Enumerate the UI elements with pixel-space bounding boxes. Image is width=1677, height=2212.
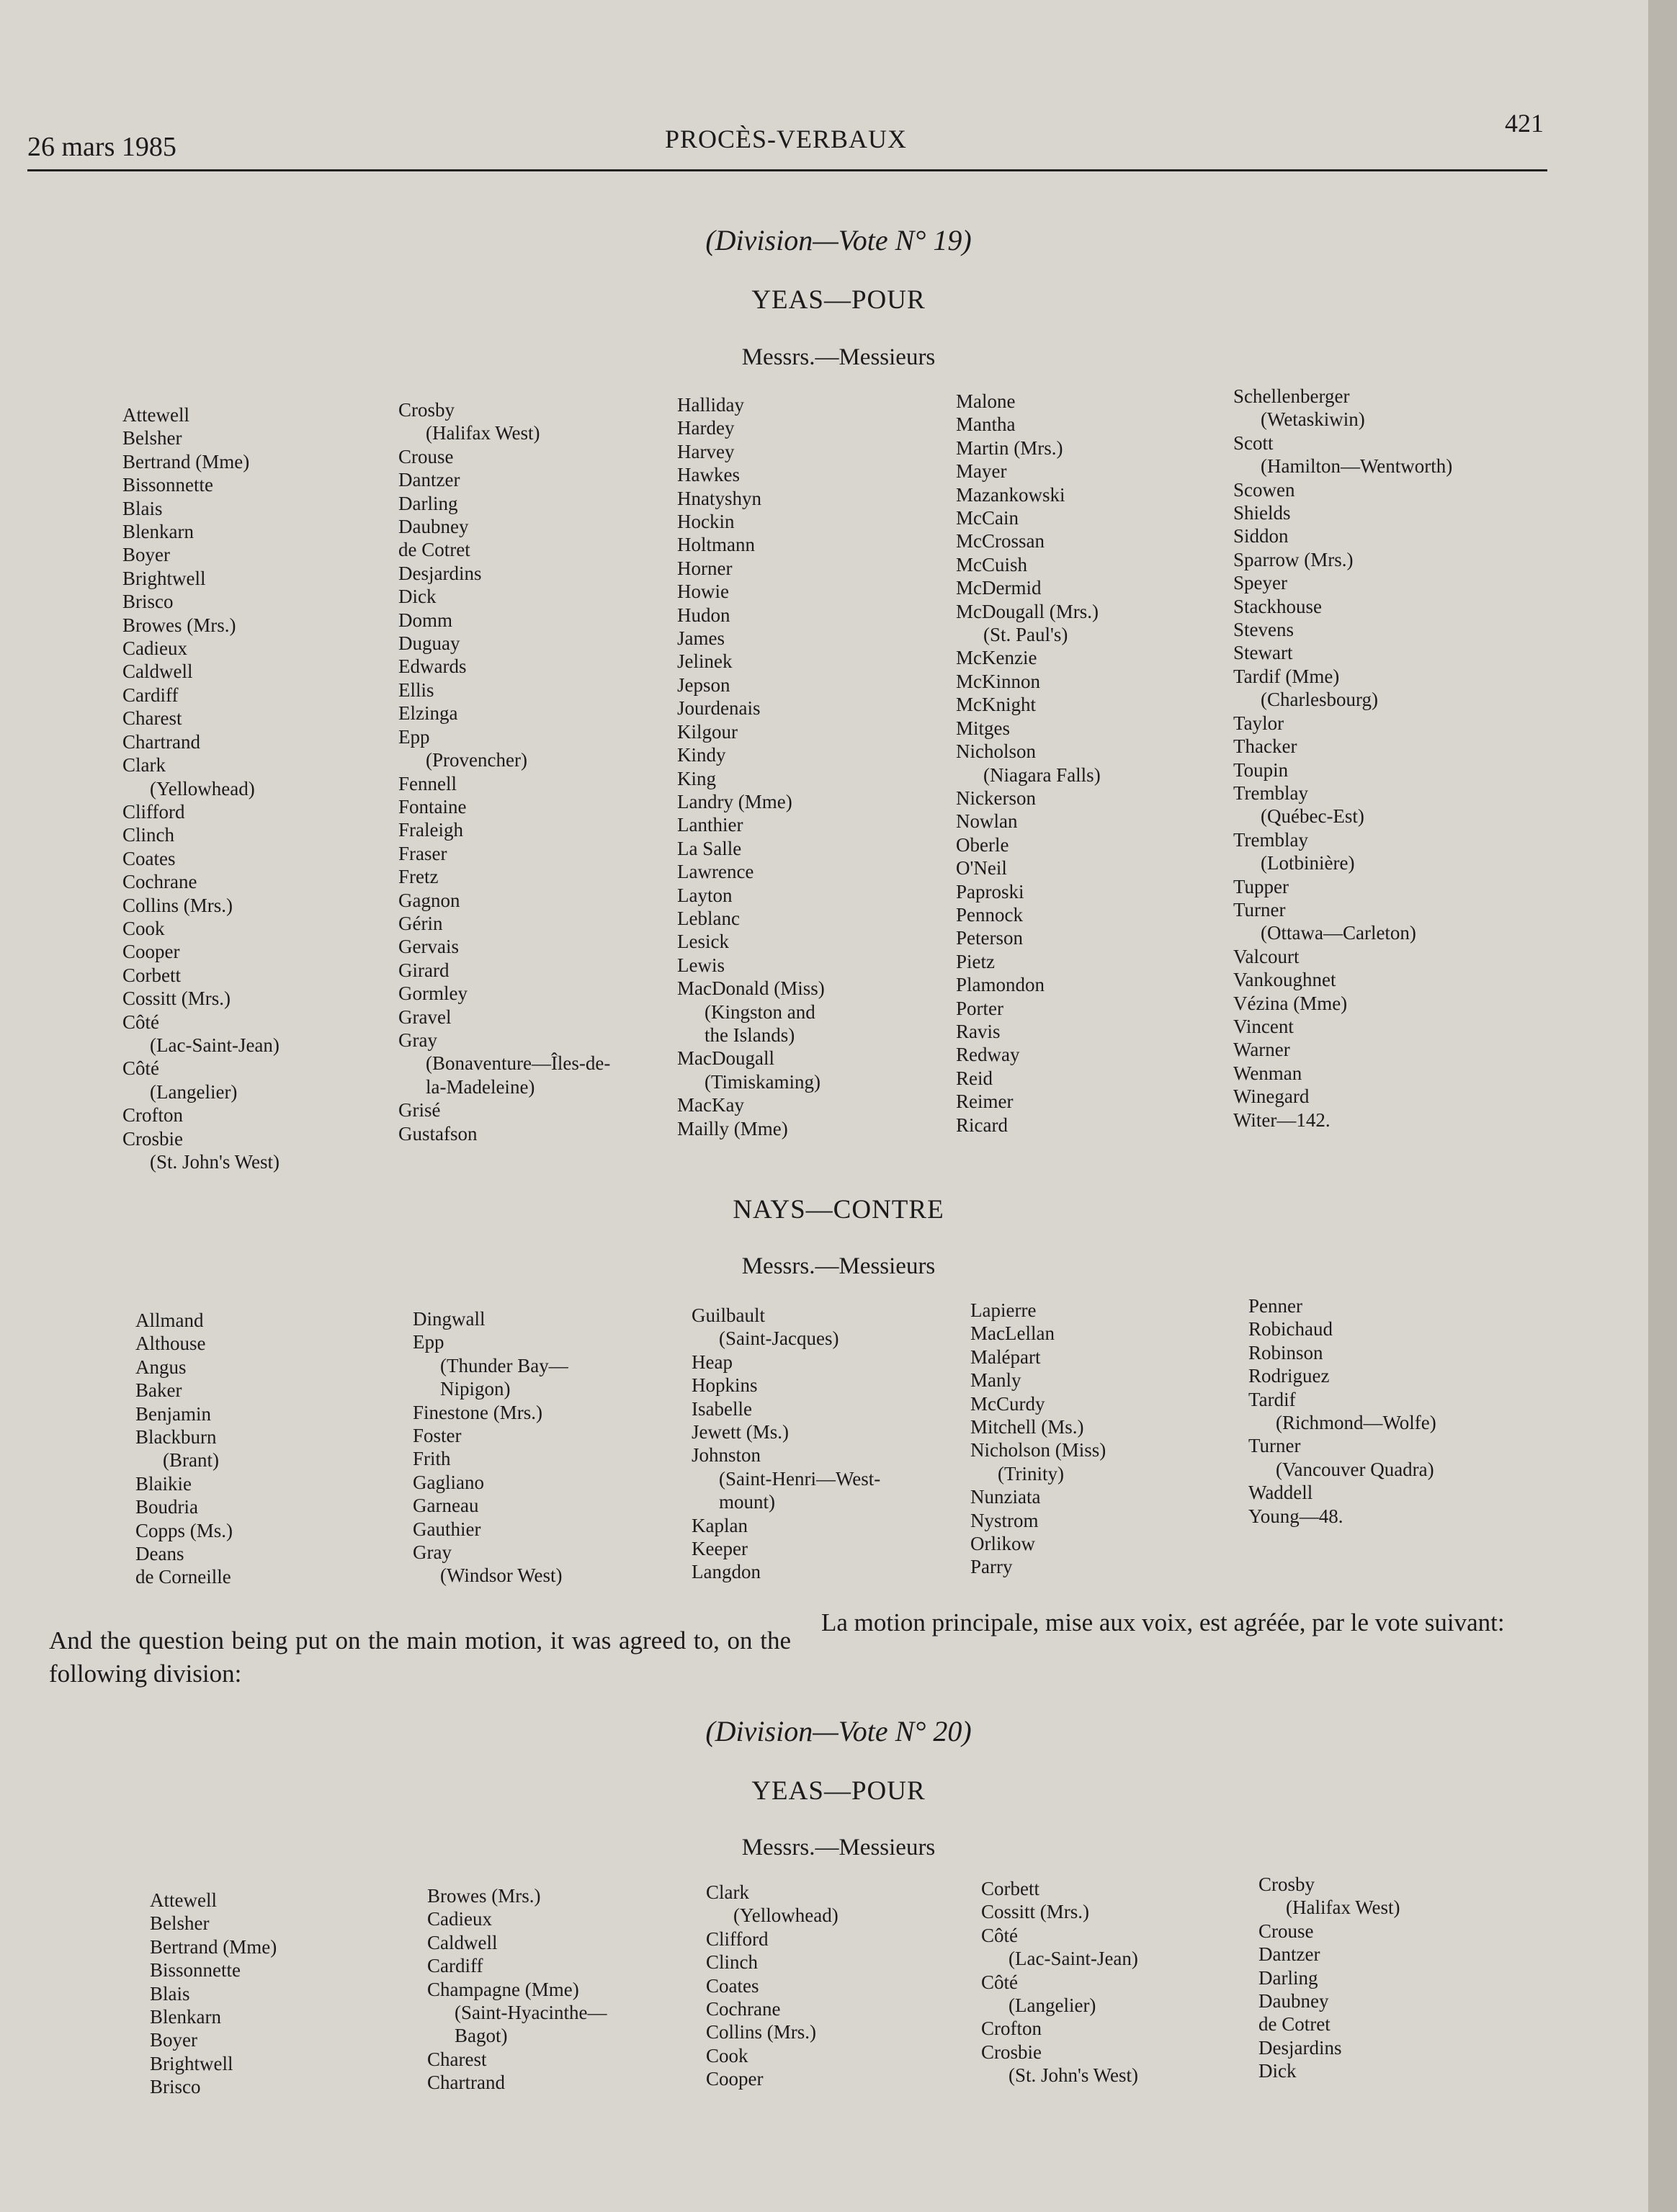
member-name: King xyxy=(677,767,716,789)
member-name: McKnight xyxy=(956,694,1036,716)
member-name: Gervais xyxy=(398,936,459,958)
member-name: Hopkins xyxy=(692,1374,758,1397)
member-name: Jewett (Ms.) xyxy=(692,1421,789,1443)
member-name: Clifford xyxy=(706,1927,769,1950)
member-name: Bagot) xyxy=(455,2025,508,2047)
nays-19-column xyxy=(970,1299,1106,1579)
division-19-title: (Division—Vote N° 19) xyxy=(705,224,972,256)
member-name: Gray xyxy=(413,1541,452,1564)
member-name: Charest xyxy=(122,707,182,730)
member-name: McCain xyxy=(956,507,1019,529)
member-name: Nicholson (Miss) xyxy=(970,1439,1106,1461)
member-name: Côté xyxy=(122,1057,159,1080)
member-name: Manly xyxy=(970,1369,1021,1392)
member-name: (Lac-Saint-Jean) xyxy=(1009,1948,1138,1970)
member-name: Scowen xyxy=(1233,478,1295,501)
member-name: Young—48. xyxy=(1248,1505,1343,1527)
member-name: Jourdenais xyxy=(677,697,761,720)
member-name: Isabelle xyxy=(692,1397,752,1420)
member-name: Siddon xyxy=(1233,525,1289,547)
member-name: Waddell xyxy=(1248,1482,1313,1504)
member-name: Nicholson xyxy=(956,740,1036,763)
member-name: (Wetaskiwin) xyxy=(1261,408,1365,431)
member-name: Nystrom xyxy=(970,1509,1039,1531)
member-name: Crosbie xyxy=(122,1127,183,1150)
member-name: Epp xyxy=(413,1331,444,1353)
member-name: Crofton xyxy=(122,1104,183,1127)
member-name: Girard xyxy=(398,959,450,981)
member-name: Dingwall xyxy=(413,1308,486,1330)
member-name: Charest xyxy=(427,2048,487,2070)
member-name: Martin (Mrs.) xyxy=(956,436,1063,459)
yeas-19-column xyxy=(956,390,1101,1137)
member-name: Johnston xyxy=(692,1444,761,1467)
member-name: (Trinity) xyxy=(998,1462,1065,1485)
member-name: Pennock xyxy=(956,903,1023,926)
member-name: Tremblay xyxy=(1233,782,1309,804)
paragraph-english: And the question being put on the main motion, it was agreed to, on the following division: xyxy=(49,1626,791,1688)
header-rule xyxy=(27,169,1547,171)
member-name: Darling xyxy=(1258,1966,1318,1989)
member-name: Leblanc xyxy=(677,907,740,929)
member-name: Fretz xyxy=(398,866,439,888)
member-name: Cochrane xyxy=(706,1998,781,2020)
member-name: Horner xyxy=(677,557,733,579)
member-name: McCrossan xyxy=(956,530,1045,552)
member-name: La Salle xyxy=(677,837,742,859)
member-name: Cooper xyxy=(706,2068,764,2090)
member-name: Hnatyshyn xyxy=(677,487,761,509)
member-name: Toupin xyxy=(1233,758,1289,781)
member-name: Grisé xyxy=(398,1099,441,1121)
member-name: Harvey xyxy=(677,440,735,462)
member-name: (St. John's West) xyxy=(150,1151,280,1173)
member-name: Reid xyxy=(956,1067,993,1089)
member-name: (Bonaventure—Îles-de- xyxy=(426,1052,611,1075)
member-name: Pietz xyxy=(956,950,995,972)
member-name: Taylor xyxy=(1233,712,1284,734)
member-name: Jelinek xyxy=(677,650,733,673)
paragraph-french: La motion principale, mise aux voix, est agréée, par le vote suivant: xyxy=(821,1608,1505,1636)
member-name: Coates xyxy=(706,1974,759,1997)
member-name: mount) xyxy=(719,1491,775,1513)
member-name: Cadieux xyxy=(427,1908,492,1930)
member-name: Bissonnette xyxy=(150,1959,241,1982)
member-name: (Vancouver Quadra) xyxy=(1276,1458,1434,1480)
member-name: MacLellan xyxy=(970,1322,1055,1345)
member-name: (Ottawa—Carleton) xyxy=(1261,922,1416,944)
member-name: Oberle xyxy=(956,833,1009,856)
member-name: Boyer xyxy=(122,544,170,566)
member-name: O'Neil xyxy=(956,857,1007,879)
member-name: Fraleigh xyxy=(398,819,463,841)
member-name: (Kingston and xyxy=(705,1000,815,1023)
member-name: (Brant) xyxy=(163,1449,219,1472)
member-name: Gormley xyxy=(398,982,468,1005)
member-name: Parry xyxy=(970,1556,1013,1578)
member-name: Schellenberger xyxy=(1233,385,1350,407)
member-name: Winegard xyxy=(1233,1085,1310,1108)
member-name: Ricard xyxy=(956,1114,1008,1136)
member-name: Orlikow xyxy=(970,1533,1035,1555)
member-name: Desjardins xyxy=(1258,2036,1342,2059)
member-name: de Corneille xyxy=(135,1566,231,1588)
page-number: 421 xyxy=(1505,109,1544,138)
member-name: Dantzer xyxy=(1258,1943,1320,1966)
member-name: Robichaud xyxy=(1248,1318,1333,1340)
member-name: (St. John's West) xyxy=(1009,2064,1138,2087)
member-name: Allmand xyxy=(135,1309,204,1331)
member-name: (Charlesbourg) xyxy=(1261,689,1378,711)
member-name: Jepson xyxy=(677,673,730,696)
member-name: de Cotret xyxy=(398,539,470,561)
member-name: Cossitt (Mrs.) xyxy=(981,1901,1090,1923)
nays-19-column xyxy=(692,1304,880,1584)
member-name: de Cotret xyxy=(1258,2013,1331,2036)
member-name: Dick xyxy=(398,586,437,608)
member-name: Nunziata xyxy=(970,1486,1041,1508)
member-name: Sparrow (Mrs.) xyxy=(1233,548,1354,570)
division-19-yeas-heading: YEAS—POUR xyxy=(751,285,926,315)
member-name: Tardif (Mme) xyxy=(1233,665,1340,687)
division-20-yeas-subheading: Messrs.—Messieurs xyxy=(741,1835,936,1861)
member-name: Clark xyxy=(706,1881,749,1903)
member-name: Mitges xyxy=(956,717,1011,739)
member-name: Bissonnette xyxy=(122,474,213,496)
member-name: McKinnon xyxy=(956,670,1040,692)
member-name: (Halifax West) xyxy=(1286,1897,1400,1919)
member-name: Epp xyxy=(398,725,430,748)
member-name: Hudon xyxy=(677,604,730,626)
member-name: Crouse xyxy=(398,445,454,467)
member-name: (Thunder Bay— xyxy=(440,1354,568,1376)
member-name: Mantha xyxy=(956,413,1016,436)
member-name: Stackhouse xyxy=(1233,595,1322,617)
member-name: Foster xyxy=(413,1425,462,1447)
member-name: Dick xyxy=(1258,2060,1297,2082)
member-name: Tupper xyxy=(1233,875,1289,897)
member-name: (Lac-Saint-Jean) xyxy=(150,1034,280,1056)
member-name: Plamondon xyxy=(956,974,1045,996)
member-name: Fennell xyxy=(398,772,457,794)
member-name: Nipigon) xyxy=(440,1378,511,1400)
member-name: Wenman xyxy=(1233,1062,1302,1084)
member-name: Gauthier xyxy=(413,1518,481,1540)
member-name: Hockin xyxy=(677,511,735,533)
member-name: McCuish xyxy=(956,553,1028,576)
member-name: Desjardins xyxy=(398,562,482,584)
member-name: Mazankowski xyxy=(956,483,1065,506)
member-name: Chartrand xyxy=(427,2072,505,2094)
member-name: Gray xyxy=(398,1029,437,1051)
member-name: Domm xyxy=(398,609,453,631)
member-name: Kaplan xyxy=(692,1514,748,1536)
member-name: MacDougall xyxy=(677,1047,774,1070)
member-name: Boudria xyxy=(135,1496,198,1518)
member-name: Tremblay xyxy=(1233,828,1309,851)
member-name: Speyer xyxy=(1233,572,1287,594)
page-edge xyxy=(1648,0,1677,2212)
division-19-nays-heading: NAYS—CONTRE xyxy=(733,1195,944,1224)
member-name: Coates xyxy=(122,847,176,869)
yeas-19-column xyxy=(398,398,610,1145)
member-name: Angus xyxy=(135,1356,187,1378)
member-name: Penner xyxy=(1248,1295,1302,1317)
member-name: Attewell xyxy=(122,404,189,426)
member-name: Benjamin xyxy=(135,1402,211,1425)
member-name: Boyer xyxy=(150,2029,197,2051)
member-name: Darling xyxy=(398,492,458,514)
member-name: Witer—142. xyxy=(1233,1109,1331,1131)
member-name: Baker xyxy=(135,1379,182,1402)
member-name: (Timiskaming) xyxy=(705,1070,821,1093)
member-name: Lawrence xyxy=(677,861,754,883)
member-name: Cossitt (Mrs.) xyxy=(122,988,231,1010)
yeas-20-column xyxy=(1258,1873,1400,2083)
member-name: (Langelier) xyxy=(150,1080,238,1103)
member-name: (Lotbinière) xyxy=(1261,852,1355,874)
division-20-yeas-heading: YEAS—POUR xyxy=(751,1776,926,1806)
member-name: Robinson xyxy=(1248,1341,1323,1364)
member-name: Caldwell xyxy=(122,661,193,683)
member-name: Paproski xyxy=(956,880,1024,903)
member-name: Layton xyxy=(677,884,733,906)
member-name: Dantzer xyxy=(398,469,460,491)
member-name: (Saint-Hyacinthe— xyxy=(455,2002,607,2024)
member-name: (Windsor West) xyxy=(440,1564,563,1587)
member-name: Crosby xyxy=(1258,1873,1315,1895)
member-name: Belsher xyxy=(150,1912,210,1935)
member-name: (Hamilton—Wentworth) xyxy=(1261,455,1453,478)
member-name: Champagne (Mme) xyxy=(427,1978,579,2000)
yeas-20-column xyxy=(427,1884,607,2095)
member-name: Redway xyxy=(956,1044,1020,1066)
member-name: Halliday xyxy=(677,394,744,416)
member-name: Gustafson xyxy=(398,1122,478,1145)
member-name: Clinch xyxy=(706,1951,758,1974)
member-name: Heap xyxy=(692,1351,733,1373)
member-name: Holtmann xyxy=(677,534,755,556)
division-19-nays-subheading: Messrs.—Messieurs xyxy=(741,1253,936,1279)
member-name: Nowlan xyxy=(956,810,1018,833)
member-name: Turner xyxy=(1233,898,1286,921)
member-name: MacKay xyxy=(677,1094,744,1116)
member-name: Guilbault xyxy=(692,1304,765,1326)
member-name: (Yellowhead) xyxy=(150,777,255,800)
member-name: Crosby xyxy=(398,399,455,421)
member-name: Ravis xyxy=(956,1020,1001,1042)
member-name: Bertrand (Mme) xyxy=(150,1935,277,1958)
member-name: Crosbie xyxy=(981,2041,1042,2063)
member-name: Browes (Mrs.) xyxy=(427,1885,541,1907)
member-name: Blais xyxy=(150,1982,190,2005)
member-name: Warner xyxy=(1233,1039,1290,1061)
yeas-19-column xyxy=(122,403,280,1173)
member-name: Blais xyxy=(122,497,163,519)
member-name: (Yellowhead) xyxy=(733,1904,838,1927)
member-name: Reimer xyxy=(956,1091,1014,1113)
nays-19-column xyxy=(135,1309,233,1589)
division-20-title: (Division—Vote N° 20) xyxy=(705,1715,972,1747)
member-name: Chartrand xyxy=(122,730,200,753)
member-name: Edwards xyxy=(398,655,467,678)
member-name: Cooper xyxy=(122,941,180,963)
member-name: Cardiff xyxy=(122,684,179,706)
member-name: (Halifax West) xyxy=(426,422,540,444)
member-name: Kindy xyxy=(677,744,726,766)
member-name: Blenkarn xyxy=(150,2006,221,2028)
member-name: Nickerson xyxy=(956,787,1036,809)
yeas-19-column xyxy=(677,393,825,1140)
member-name: Peterson xyxy=(956,927,1023,949)
nays-19-column xyxy=(413,1307,568,1588)
member-name: (Saint-Jacques) xyxy=(719,1327,839,1350)
member-name: Côté xyxy=(122,1011,159,1033)
member-name: James xyxy=(677,627,725,650)
member-name: Finestone (Mrs.) xyxy=(413,1401,542,1423)
member-name: Rodriguez xyxy=(1248,1365,1330,1387)
member-name: Malépart xyxy=(970,1345,1041,1368)
member-name: Garneau xyxy=(413,1495,479,1517)
member-name: Thacker xyxy=(1233,735,1297,758)
member-name: Hardey xyxy=(677,417,735,439)
member-name: Crofton xyxy=(981,2018,1042,2040)
nays-19-column xyxy=(1248,1294,1436,1528)
member-name: Cook xyxy=(122,917,165,939)
member-name: Gravel xyxy=(398,1006,452,1028)
member-name: Stevens xyxy=(1233,619,1294,641)
member-name: Langdon xyxy=(692,1561,761,1583)
member-name: Althouse xyxy=(135,1333,206,1355)
member-name: Caldwell xyxy=(427,1931,498,1953)
division-19-yeas-subheading: Messrs.—Messieurs xyxy=(741,344,936,370)
member-name: Malone xyxy=(956,390,1016,412)
member-name: Collins (Mrs.) xyxy=(706,2021,817,2043)
member-name: Vankoughnet xyxy=(1233,969,1336,991)
member-name: Stewart xyxy=(1233,642,1293,664)
member-name: (Langelier) xyxy=(1009,1994,1096,2017)
member-name: Brisco xyxy=(150,2076,201,2098)
member-name: Gagnon xyxy=(398,889,460,911)
member-name: (Provencher) xyxy=(426,749,527,771)
member-name: Côté xyxy=(981,1924,1018,1946)
member-name: Vézina (Mme) xyxy=(1233,992,1348,1014)
member-name: Ellis xyxy=(398,679,434,701)
member-name: Scott xyxy=(1233,431,1274,454)
member-name: (Québec-Est) xyxy=(1261,805,1364,828)
member-name: Keeper xyxy=(692,1538,748,1560)
member-name: Lesick xyxy=(677,931,729,953)
member-name: (Richmond—Wolfe) xyxy=(1276,1412,1436,1434)
member-name: Hawkes xyxy=(677,464,740,486)
member-name: (Saint-Henri—West- xyxy=(719,1467,881,1490)
member-name: Cook xyxy=(706,2044,748,2067)
member-name: Browes (Mrs.) xyxy=(122,614,236,636)
member-name: Clark xyxy=(122,754,166,776)
member-name: Clinch xyxy=(122,824,174,846)
yeas-19-column xyxy=(1233,385,1452,1132)
member-name: Turner xyxy=(1248,1435,1301,1457)
member-name: Cadieux xyxy=(122,637,187,660)
member-name: Copps (Ms.) xyxy=(135,1519,233,1541)
member-name: Deans xyxy=(135,1543,184,1565)
member-name: Shields xyxy=(1233,502,1291,524)
member-name: Corbett xyxy=(981,1878,1039,1899)
member-name: Brisco xyxy=(122,591,174,613)
member-name: Côté xyxy=(981,1971,1018,1993)
member-name: Cochrane xyxy=(122,871,197,893)
member-name: Landry (Mme) xyxy=(677,790,792,812)
member-name: Mailly (Mme) xyxy=(677,1117,788,1139)
member-name: Howie xyxy=(677,581,729,603)
member-name: Mayer xyxy=(956,460,1007,483)
member-name: Frith xyxy=(413,1448,451,1470)
member-name: Gérin xyxy=(398,912,443,934)
member-name: la-Madeleine) xyxy=(426,1075,535,1098)
member-name: Brightwell xyxy=(122,567,206,589)
member-name: Corbett xyxy=(122,964,181,986)
member-name: Lapierre xyxy=(970,1299,1037,1321)
member-name: Blaikie xyxy=(135,1472,192,1495)
member-name: Mitchell (Ms.) xyxy=(970,1416,1084,1438)
member-name: (St. Paul's) xyxy=(983,624,1068,646)
member-name: Duguay xyxy=(398,632,460,655)
header-date: 26 mars 1985 xyxy=(27,132,176,162)
yeas-20-column xyxy=(706,1881,838,2091)
member-name: Kilgour xyxy=(677,720,738,743)
member-name: Attewell xyxy=(150,1889,217,1911)
member-name: Lewis xyxy=(677,954,725,976)
member-name: Tardif xyxy=(1248,1388,1296,1410)
header-title: PROCÈS-VERBAUX xyxy=(665,125,908,153)
member-name: Clifford xyxy=(122,800,185,823)
member-name: Daubney xyxy=(398,516,469,538)
member-name: Fontaine xyxy=(398,795,467,818)
member-name: McKenzie xyxy=(956,647,1037,669)
member-name: Elzinga xyxy=(398,702,458,725)
member-name: Gagliano xyxy=(413,1471,484,1493)
yeas-20-column xyxy=(981,1877,1138,2087)
member-name: Belsher xyxy=(122,427,182,449)
member-name: Lanthier xyxy=(677,814,743,836)
member-name: Blenkarn xyxy=(122,521,194,543)
member-name: (Niagara Falls) xyxy=(983,764,1101,786)
member-name: the Islands) xyxy=(705,1024,795,1046)
member-name: MacDonald (Miss) xyxy=(677,977,825,1000)
member-name: Brightwell xyxy=(150,2052,233,2074)
yeas-20-column xyxy=(150,1889,277,2099)
member-name: McCurdy xyxy=(970,1392,1045,1415)
member-name: Bertrand (Mme) xyxy=(122,450,250,473)
member-name: McDermid xyxy=(956,577,1042,599)
member-name: McDougall (Mrs.) xyxy=(956,600,1099,622)
member-name: Vincent xyxy=(1233,1015,1294,1037)
member-name: Fraser xyxy=(398,842,447,864)
page-header xyxy=(27,108,1544,173)
member-name: Cardiff xyxy=(427,1955,483,1977)
member-name: Blackburn xyxy=(135,1426,217,1448)
member-name: Porter xyxy=(956,997,1003,1019)
member-name: Collins (Mrs.) xyxy=(122,894,233,916)
member-name: Daubney xyxy=(1258,1990,1329,2012)
member-name: Crouse xyxy=(1258,1920,1314,1942)
member-name: Valcourt xyxy=(1233,945,1300,967)
